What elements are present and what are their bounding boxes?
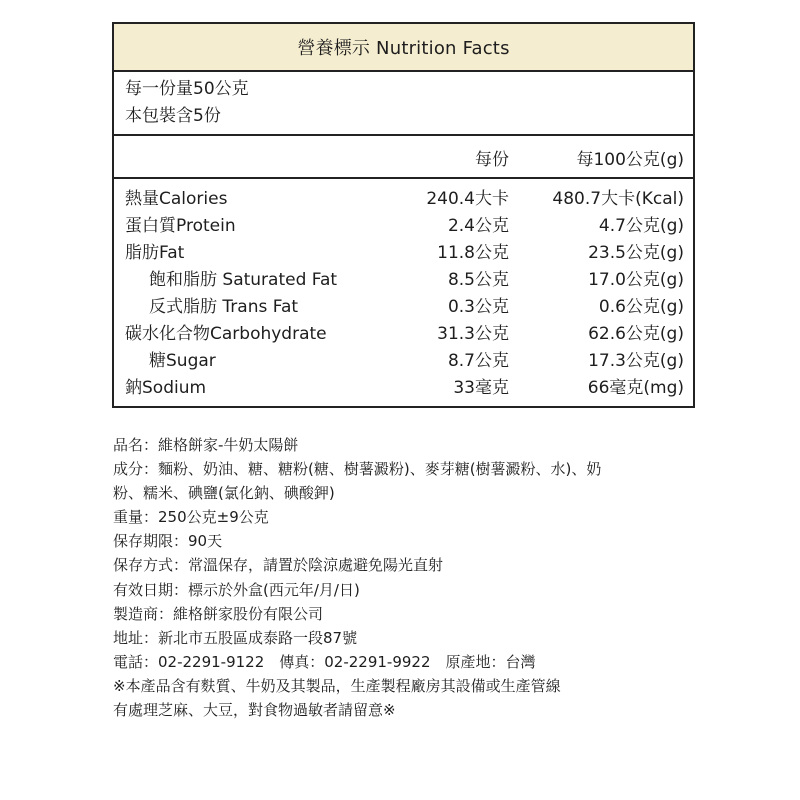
ingredients-line-1: 成分：麵粉、奶油、糖、糖粉(糖、樹薯澱粉)、麥芽糖(樹薯澱粉、水)、奶 bbox=[113, 460, 602, 479]
column-header-per-serving: 每份 bbox=[475, 150, 509, 170]
per-100g-value: 480.7大卡(Kcal) bbox=[552, 189, 684, 209]
per-serving-value: 8.5公克 bbox=[447, 270, 509, 290]
nutrient-row-calories bbox=[114, 186, 693, 213]
nutrient-row-sugar bbox=[114, 348, 693, 375]
per-100g-value: 66毫克(mg) bbox=[587, 378, 684, 398]
column-headers bbox=[114, 136, 693, 179]
nutrient-row-sodium bbox=[114, 375, 693, 402]
nutrient-label: 反式脂肪 Trans Fat bbox=[149, 297, 299, 317]
manufacturer: 製造商：維格餅家股份有限公司 bbox=[113, 604, 324, 623]
per-100g-value: 23.5公克(g) bbox=[588, 243, 684, 263]
net-weight: 重量：250公克±9公克 bbox=[113, 508, 269, 527]
allergen-warning-line-1: ※本產品含有麩質、牛奶及其製品，生產製程廠房其設備或生產管線 bbox=[113, 676, 561, 695]
allergen-warning-line-2: 有處理芝麻、大豆，對食物過敏者請留意※ bbox=[113, 701, 396, 720]
column-header-per-100g: 每100公克(g) bbox=[576, 150, 684, 170]
per-serving-value: 8.7公克 bbox=[447, 351, 509, 371]
nutrient-row-protein bbox=[114, 213, 693, 240]
per-serving-value: 240.4大卡 bbox=[426, 189, 509, 209]
shelf-life: 保存期限：90天 bbox=[113, 532, 223, 551]
per-100g-value: 17.3公克(g) bbox=[588, 351, 684, 371]
nutrient-rows bbox=[114, 179, 693, 406]
contact-origin: 電話：02-2291-9122 傳真：02-2291-9922 原產地：台灣 bbox=[113, 652, 536, 671]
nutrient-label: 蛋白質Protein bbox=[125, 216, 236, 236]
expiry-date: 有效日期：標示於外盒(西元年/月/日) bbox=[113, 580, 360, 599]
per-100g-value: 0.6公克(g) bbox=[598, 297, 684, 317]
nutrient-label: 脂肪Fat bbox=[125, 243, 185, 263]
per-100g-value: 4.7公克(g) bbox=[598, 216, 684, 236]
nutrient-label: 碳水化合物Carbohydrate bbox=[125, 324, 327, 344]
nutrient-label: 糖Sugar bbox=[149, 351, 216, 371]
nutrient-row-saturated-fat bbox=[114, 267, 693, 294]
nutrient-row-trans-fat bbox=[114, 294, 693, 321]
per-100g-value: 62.6公克(g) bbox=[588, 324, 684, 344]
serving-size: 每一份量50公克 bbox=[125, 79, 249, 99]
nutrient-label: 飽和脂肪 Saturated Fat bbox=[149, 270, 338, 290]
per-serving-value: 31.3公克 bbox=[437, 324, 509, 344]
per-serving-value: 2.4公克 bbox=[447, 216, 509, 236]
nutrient-label: 熱量Calories bbox=[125, 189, 228, 209]
per-100g-value: 17.0公克(g) bbox=[588, 270, 684, 290]
storage-method: 保存方式：常溫保存，請置於陰涼處避免陽光直射 bbox=[113, 556, 444, 575]
address: 地址：新北市五股區成泰路一段87號 bbox=[113, 628, 358, 647]
nutrient-label: 鈉Sodium bbox=[125, 378, 207, 398]
nutrient-row-fat bbox=[114, 240, 693, 267]
per-serving-value: 33毫克 bbox=[453, 378, 509, 398]
nutrient-row-carbohydrate bbox=[114, 321, 693, 348]
nutrition-facts-title: 營養標示 Nutrition Facts bbox=[114, 24, 693, 72]
product-name: 品名：維格餅家-牛奶太陽餅 bbox=[113, 436, 299, 454]
per-serving-value: 11.8公克 bbox=[437, 243, 509, 263]
per-serving-value: 0.3公克 bbox=[447, 297, 509, 317]
product-info bbox=[113, 433, 703, 722]
nutrition-facts-table bbox=[112, 22, 695, 408]
servings-per-package: 本包裝含5份 bbox=[125, 106, 221, 126]
serving-info bbox=[114, 72, 693, 136]
ingredients-line-2: 粉、糯米、碘鹽(氯化鈉、碘酸鉀) bbox=[113, 484, 335, 503]
